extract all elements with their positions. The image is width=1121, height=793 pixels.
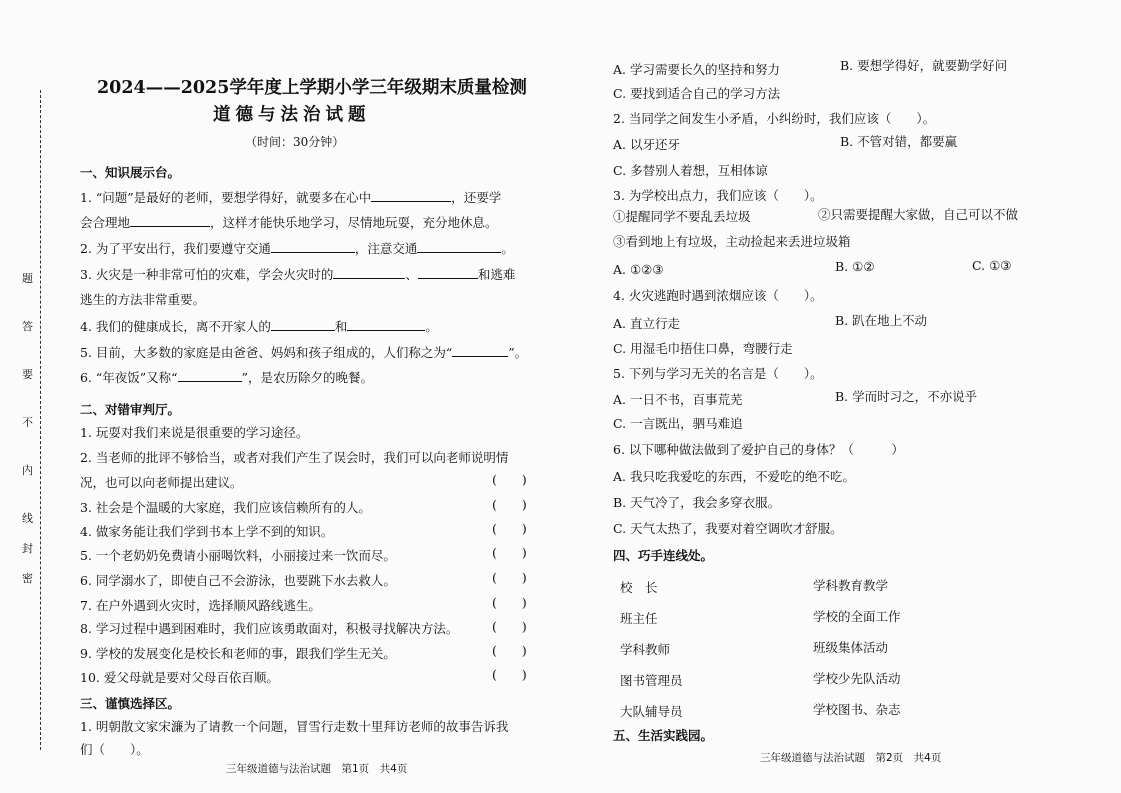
fill-blank[interactable] [178, 369, 242, 382]
section-heading: 三、谨慎选择区。 [80, 696, 181, 711]
judge-item: 9. 学校的发展变化是校长和老师的事，跟我们学生无关。 [80, 646, 396, 661]
section-heading: 四、巧手连线处。 [613, 548, 714, 563]
margin-char: 封 [22, 542, 33, 555]
question-text: ，注意交通 [354, 241, 418, 256]
option-c[interactable]: C. 多替别人着想，互相体谅 [613, 163, 768, 178]
question-text: ”。 [508, 345, 528, 360]
statement-3: ③看到地上有垃圾，主动捡起来丢进垃圾箱 [613, 234, 851, 249]
margin-char: 内 [22, 464, 33, 477]
answer-paren[interactable]: ( ) [492, 619, 527, 634]
question-line [80, 344, 527, 361]
question-line: 5. 下列与学习无关的名言是（ ）。 [613, 366, 823, 381]
question-text: 2. 为了平安出行，我们要遵守交通 [80, 241, 271, 256]
option-a[interactable]: A. 学习需要长久的坚持和努力 [613, 62, 780, 77]
exam-time: （时间：30分钟） [245, 135, 345, 149]
option-c[interactable]: C. ①③ [972, 258, 1012, 273]
match-right-item[interactable]: 学校的全面工作 [813, 609, 901, 624]
question-text: ，这样才能快乐地学习，尽情地玩耍，充分地休息。 [210, 215, 498, 230]
answer-paren[interactable]: ( ) [492, 545, 527, 560]
question-line [80, 240, 514, 257]
question-text: 、 [405, 267, 418, 282]
fill-blank[interactable] [417, 240, 501, 253]
margin-char: 密 [22, 572, 33, 585]
question-line [80, 266, 515, 283]
match-right-item[interactable]: 学科教育教学 [813, 578, 889, 593]
fill-blank[interactable] [333, 266, 405, 279]
binding-dashed-line [40, 90, 41, 750]
question-line: 3. 为学校出点力，我们应该（ ）。 [613, 188, 823, 203]
judge-item: 1. 玩耍对我们来说是很重要的学习途径。 [80, 425, 309, 440]
statement-2: ②只需要提醒大家做，自己可以不做 [818, 207, 1019, 222]
statement-1: ①提醒同学不要乱丢垃圾 [613, 209, 751, 224]
fill-blank[interactable] [418, 266, 478, 279]
question-line [80, 369, 373, 386]
option-a[interactable]: A. 我只吃我爱吃的东西，不爱吃的绝不吃。 [613, 469, 855, 484]
margin-char: 答 [22, 320, 33, 333]
option-b[interactable]: B. 天气冷了，我会多穿衣服。 [613, 495, 781, 510]
question-text: 。 [501, 241, 514, 256]
fill-blank[interactable] [271, 318, 335, 331]
option-b[interactable]: B. 要想学得好，就要勤学好问 [840, 58, 1008, 73]
match-left-item[interactable]: 班主任 [620, 611, 658, 626]
option-c[interactable]: C. 一言既出，驷马难追 [613, 416, 743, 431]
option-c[interactable]: C. 天气太热了，我要对着空调吹才舒服。 [613, 521, 843, 536]
exam-title: 2024——2025学年度上学期小学三年级期末质量检测 [97, 78, 527, 98]
question-line: 逃生的方法非常重要。 [80, 292, 206, 307]
section-heading: 五、生活实践园。 [613, 728, 714, 743]
margin-char: 要 [22, 368, 33, 381]
match-right-item[interactable]: 学校图书、杂志 [813, 702, 901, 717]
question-text: 5. 目前，大多数的家庭是由爸爸、妈妈和孩子组成的，人们称之为“ [80, 345, 453, 360]
answer-paren[interactable]: ( ) [492, 667, 527, 682]
question-text: 4. 我们的健康成长，离不开家人的 [80, 319, 271, 334]
option-b[interactable]: B. 学而时习之，不亦说乎 [835, 389, 978, 404]
question-line [80, 318, 438, 335]
fill-blank[interactable] [371, 189, 451, 202]
question-text: ，还要学 [451, 190, 502, 205]
fill-blank[interactable] [347, 318, 425, 331]
question-text: 3. 火灾是一种非常可怕的灾难，学会火灾时的 [80, 267, 334, 282]
question-line [80, 189, 501, 206]
match-left-item[interactable]: 大队辅导员 [620, 704, 683, 719]
match-left-item[interactable]: 图书管理员 [620, 673, 683, 688]
judge-item: 5. 一个老奶奶免费请小丽喝饮料，小丽接过来一饮而尽。 [80, 548, 396, 563]
match-right-item[interactable]: 班级集体活动 [813, 640, 889, 655]
option-c[interactable]: C. 用湿毛巾捂住口鼻，弯腰行走 [613, 341, 793, 356]
option-b[interactable]: B. 趴在地上不动 [835, 313, 928, 328]
fill-blank[interactable] [452, 344, 508, 357]
option-b[interactable]: B. ①② [835, 259, 875, 274]
judge-item: 8. 学习过程中遇到困难时，我们应该勇敢面对，积极寻找解决方法。 [80, 621, 459, 636]
margin-char: 线 [22, 512, 33, 525]
judge-item: 10. 爱父母就是要对父母百依百顺。 [80, 670, 279, 685]
option-a[interactable]: A. 一日不书，百事荒芜 [613, 392, 743, 407]
question-text: 会合理地 [80, 215, 131, 230]
page-footer-2: 三年级道德与法治试题 第2页 共4页 [760, 752, 942, 764]
judge-item: 3. 社会是个温暖的大家庭，我们应该信赖所有的人。 [80, 500, 371, 515]
margin-char: 不 [22, 416, 33, 429]
question-text: 1. “问题”是最好的老师，要想学得好，就要多在心中 [80, 190, 372, 205]
answer-paren[interactable]: ( ) [492, 570, 527, 585]
fill-blank[interactable] [271, 240, 355, 253]
question-text: 和 [334, 319, 348, 334]
answer-paren[interactable]: ( ) [492, 521, 527, 536]
option-a[interactable]: A. 直立行走 [613, 316, 680, 331]
question-line [80, 214, 498, 231]
fill-blank[interactable] [130, 214, 210, 227]
question-text: 和逃难 [477, 267, 516, 282]
match-left-item[interactable]: 学科教师 [620, 642, 671, 657]
question-line: 6. 以下哪种做法做到了爱护自己的身体？（ ） [613, 442, 904, 457]
answer-paren[interactable]: ( ) [492, 643, 527, 658]
judge-item: 况，也可以向老师提出建议。 [80, 475, 243, 490]
judge-item: 4. 做家务能让我们学到书本上学不到的知识。 [80, 524, 334, 539]
answer-paren[interactable]: ( ) [492, 497, 527, 512]
option-a[interactable]: A. 以牙还牙 [613, 137, 680, 152]
section-heading: 一、知识展示台。 [80, 165, 181, 180]
answer-paren[interactable]: ( ) [492, 472, 527, 487]
match-right-item[interactable]: 学校少先队活动 [813, 671, 901, 686]
exam-subtitle: 道德与法治试题 [213, 105, 371, 125]
answer-paren[interactable]: ( ) [492, 595, 527, 610]
page-footer-1: 三年级道德与法治试题 第1页 共4页 [226, 763, 408, 775]
question-text: 6. “年夜饭”又称“ [80, 370, 178, 385]
question-line: 们（ ）。 [80, 742, 149, 757]
option-a[interactable]: A. ①②③ [613, 262, 664, 277]
question-text: 。 [425, 319, 438, 334]
judge-item: 2. 当老师的批评不够恰当，或者对我们产生了误会时，我们可以向老师说明情 [80, 450, 509, 465]
question-line: 1. 明朝散文家宋濂为了请教一个问题，冒雪行走数十里拜访老师的故事告诉我 [80, 719, 509, 734]
option-b[interactable]: B. 不管对错，都要赢 [840, 134, 958, 149]
judge-item: 6. 同学溺水了，即使自己不会游泳，也要跳下水去救人。 [80, 573, 396, 588]
match-left-item[interactable]: 校 长 [620, 580, 658, 595]
question-line: 4. 火灾逃跑时遇到浓烟应该（ ）。 [613, 288, 823, 303]
judge-item: 7. 在户外遇到火灾时，选择顺风路线逃生。 [80, 598, 321, 613]
option-c[interactable]: C. 要找到适合自己的学习方法 [613, 86, 781, 101]
question-text: ”，是农历除夕的晚餐。 [241, 370, 373, 385]
question-line: 2. 当同学之间发生小矛盾，小纠纷时，我们应该（ ）。 [613, 111, 936, 126]
margin-char: 题 [22, 272, 33, 285]
section-heading: 二、对错审判厅。 [80, 402, 181, 417]
